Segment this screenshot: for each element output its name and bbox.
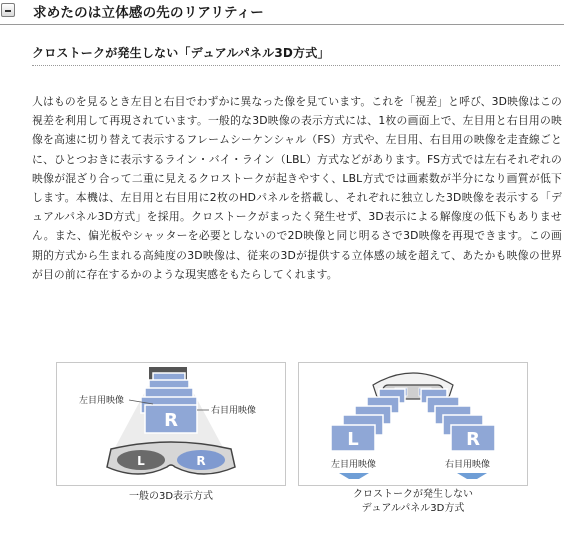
figure-dual-panel-3d xyxy=(298,362,528,486)
caption-conventional: 一般の3D表示方式 xyxy=(128,491,214,502)
collapse-button[interactable] xyxy=(1,3,15,17)
caption-dual-panel xyxy=(298,488,528,516)
left-frame-letter: L xyxy=(347,429,359,450)
figure-conventional-3d xyxy=(56,362,286,486)
right-fig-left-eye-label: 左目用映像 xyxy=(331,460,377,470)
frame-letter: R xyxy=(164,410,178,431)
subsection-title: クロストークが発生しない「デュアルパネル3D方式」 xyxy=(32,46,330,60)
subsection-divider xyxy=(32,65,560,66)
right-eye-label: 右目用映像 xyxy=(211,406,257,416)
right-fig-right-eye-label: 右目用映像 xyxy=(445,460,491,470)
right-lens-letter: R xyxy=(196,454,206,468)
body-paragraph: 人はものを見るとき左目と右目でわずかに異なった像を見ています。これを「視差」と呼び、3D映像はこの視差を利用して再現されています。一般的な3D映像の表示方式には、1枚の画面上で、左目用と右目用の映像を高速に切り替えて表示するフレームシーケンシャル（FS）方式や、左目用、右目用の映像を走査線ごとに、ひとつおきに表示するライン・バイ・ライン（LBL）方式などがあります。FS方式では左右それぞれの映像が混ざり合って二重に見えるクロストークが起きやすく、LBL方式では画素数が半分になり画質が低下します。本機は、左目用と右目用に2枚のHDパネルを搭載し、それぞれに独立した3D映像を表示する「デュアルパネル3D方式」を採用。クロストークがまったく発生せず、3D表示による解像度の低下もありません。また、偏光板やシャッターを必要としないので2D映像と同じ明るさで3D映像を再現できます。この画期的方式から生まれる高純度の3D映像は、従来の3Dが提供する立体感の域を超えて、あたかも映像の世界が目の前に存在するかのような現実感をもたらしてくれます。 xyxy=(32,95,562,281)
caption-dual-panel-line1: クロストークが発生しない xyxy=(353,489,473,500)
header-divider xyxy=(0,24,564,25)
section-header xyxy=(0,0,564,26)
dual-panel-3d-diagram xyxy=(299,363,527,485)
right-frame-letter: R xyxy=(466,429,480,450)
conventional-3d-diagram xyxy=(57,363,285,485)
left-lens-letter: L xyxy=(137,454,145,468)
right-arrow-icon xyxy=(457,473,487,479)
section-title: 求めたのは立体感の先のリアリティー xyxy=(33,5,265,21)
left-arrow-icon xyxy=(339,473,369,479)
minus-icon xyxy=(5,10,11,12)
left-eye-label: 左目用映像 xyxy=(79,396,125,406)
caption-dual-panel-line2: デュアルパネル3D方式 xyxy=(361,503,465,514)
